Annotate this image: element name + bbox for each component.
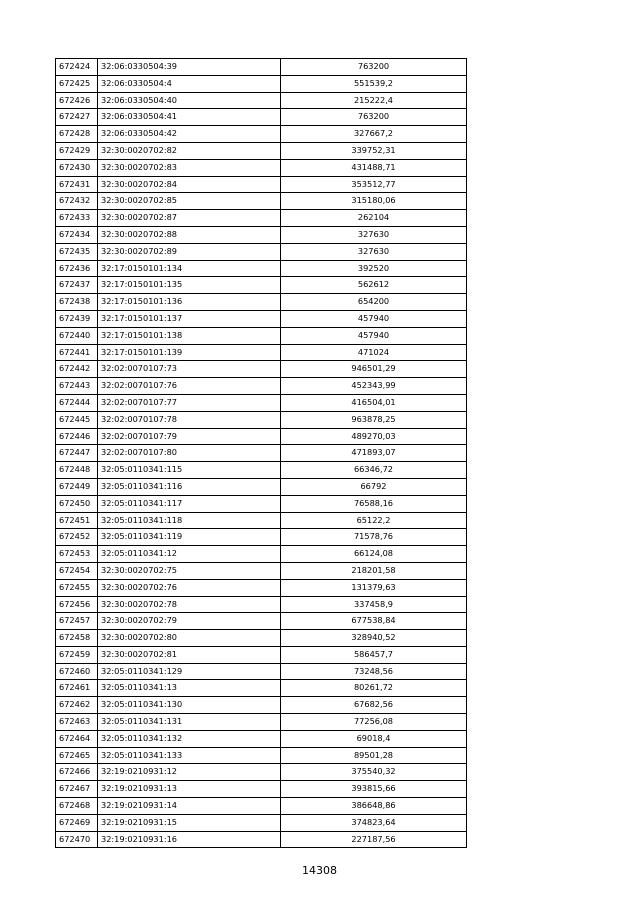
value-cell: 65122,2 bbox=[281, 512, 467, 529]
cadastral-number-cell: 32:30:0020702:81 bbox=[98, 646, 281, 663]
table-row bbox=[56, 562, 467, 579]
value-cell: 374823,64 bbox=[281, 814, 467, 831]
value-cell: 66124,08 bbox=[281, 546, 467, 563]
value-cell: 654200 bbox=[281, 294, 467, 311]
value-cell: 73248,56 bbox=[281, 663, 467, 680]
cadastral-number-cell: 32:17:0150101:139 bbox=[98, 344, 281, 361]
cadastral-number-cell: 32:02:0070107:78 bbox=[98, 411, 281, 428]
table-row bbox=[56, 747, 467, 764]
row-number-cell: 672439 bbox=[56, 310, 98, 327]
page-number: 14308 bbox=[302, 864, 337, 877]
value-cell: 215222,4 bbox=[281, 92, 467, 109]
table-row bbox=[56, 680, 467, 697]
table-row bbox=[56, 714, 467, 731]
table-row bbox=[56, 630, 467, 647]
table-row bbox=[56, 529, 467, 546]
cadastral-number-cell: 32:30:0020702:83 bbox=[98, 159, 281, 176]
cadastral-number-cell: 32:30:0020702:75 bbox=[98, 562, 281, 579]
cadastral-number-cell: 32:05:0110341:133 bbox=[98, 747, 281, 764]
value-cell: 763200 bbox=[281, 109, 467, 126]
table-row bbox=[56, 75, 467, 92]
value-cell: 327630 bbox=[281, 226, 467, 243]
row-number-cell: 672469 bbox=[56, 814, 98, 831]
value-cell: 386648,86 bbox=[281, 798, 467, 815]
table-row bbox=[56, 260, 467, 277]
cadastral-number-cell: 32:30:0020702:89 bbox=[98, 243, 281, 260]
row-number-cell: 672445 bbox=[56, 411, 98, 428]
table-row bbox=[56, 781, 467, 798]
table-row bbox=[56, 310, 467, 327]
table-row bbox=[56, 226, 467, 243]
cadastral-number-cell: 32:17:0150101:134 bbox=[98, 260, 281, 277]
row-number-cell: 672435 bbox=[56, 243, 98, 260]
table-row bbox=[56, 646, 467, 663]
value-cell: 946501,29 bbox=[281, 361, 467, 378]
cadastral-number-cell: 32:02:0070107:80 bbox=[98, 445, 281, 462]
table-row bbox=[56, 327, 467, 344]
row-number-cell: 672443 bbox=[56, 378, 98, 395]
value-cell: 66792 bbox=[281, 478, 467, 495]
table-row bbox=[56, 378, 467, 395]
cadastral-number-cell: 32:30:0020702:76 bbox=[98, 579, 281, 596]
table-row bbox=[56, 478, 467, 495]
row-number-cell: 672425 bbox=[56, 75, 98, 92]
value-cell: 76588,16 bbox=[281, 495, 467, 512]
cadastral-number-cell: 32:05:0110341:129 bbox=[98, 663, 281, 680]
table-row bbox=[56, 613, 467, 630]
cadastral-number-cell: 32:05:0110341:115 bbox=[98, 462, 281, 479]
row-number-cell: 672448 bbox=[56, 462, 98, 479]
row-number-cell: 672446 bbox=[56, 428, 98, 445]
row-number-cell: 672454 bbox=[56, 562, 98, 579]
row-number-cell: 672424 bbox=[56, 59, 98, 76]
row-number-cell: 672450 bbox=[56, 495, 98, 512]
cadastral-number-cell: 32:06:0330504:40 bbox=[98, 92, 281, 109]
row-number-cell: 672444 bbox=[56, 394, 98, 411]
table-row bbox=[56, 294, 467, 311]
cadastral-number-cell: 32:02:0070107:73 bbox=[98, 361, 281, 378]
table-row bbox=[56, 176, 467, 193]
table-row bbox=[56, 730, 467, 747]
cadastral-number-cell: 32:05:0110341:116 bbox=[98, 478, 281, 495]
value-cell: 963878,25 bbox=[281, 411, 467, 428]
cadastral-number-cell: 32:06:0330504:42 bbox=[98, 126, 281, 143]
cadastral-number-cell: 32:05:0110341:118 bbox=[98, 512, 281, 529]
row-number-cell: 672458 bbox=[56, 630, 98, 647]
row-number-cell: 672434 bbox=[56, 226, 98, 243]
row-number-cell: 672465 bbox=[56, 747, 98, 764]
cadastral-number-cell: 32:05:0110341:132 bbox=[98, 730, 281, 747]
value-cell: 551539,2 bbox=[281, 75, 467, 92]
row-number-cell: 672468 bbox=[56, 798, 98, 815]
value-cell: 227187,56 bbox=[281, 831, 467, 848]
value-cell: 416504,01 bbox=[281, 394, 467, 411]
cadastral-number-cell: 32:30:0020702:88 bbox=[98, 226, 281, 243]
row-number-cell: 672438 bbox=[56, 294, 98, 311]
value-cell: 431488,71 bbox=[281, 159, 467, 176]
table-row bbox=[56, 92, 467, 109]
value-cell: 337458,9 bbox=[281, 596, 467, 613]
value-cell: 353512,77 bbox=[281, 176, 467, 193]
value-cell: 67682,56 bbox=[281, 697, 467, 714]
value-cell: 452343,99 bbox=[281, 378, 467, 395]
row-number-cell: 672436 bbox=[56, 260, 98, 277]
row-number-cell: 672428 bbox=[56, 126, 98, 143]
row-number-cell: 672455 bbox=[56, 579, 98, 596]
value-cell: 89501,28 bbox=[281, 747, 467, 764]
cadastral-number-cell: 32:17:0150101:137 bbox=[98, 310, 281, 327]
value-cell: 66346,72 bbox=[281, 462, 467, 479]
row-number-cell: 672463 bbox=[56, 714, 98, 731]
value-cell: 80261,72 bbox=[281, 680, 467, 697]
table-row bbox=[56, 445, 467, 462]
row-number-cell: 672466 bbox=[56, 764, 98, 781]
cadastral-number-cell: 32:06:0330504:39 bbox=[98, 59, 281, 76]
table-row bbox=[56, 109, 467, 126]
table-row bbox=[56, 697, 467, 714]
row-number-cell: 672453 bbox=[56, 546, 98, 563]
cadastral-number-cell: 32:19:0210931:13 bbox=[98, 781, 281, 798]
value-cell: 562612 bbox=[281, 277, 467, 294]
table-row bbox=[56, 764, 467, 781]
value-cell: 763200 bbox=[281, 59, 467, 76]
row-number-cell: 672461 bbox=[56, 680, 98, 697]
row-number-cell: 672451 bbox=[56, 512, 98, 529]
cadastral-number-cell: 32:30:0020702:82 bbox=[98, 142, 281, 159]
value-cell: 489270,03 bbox=[281, 428, 467, 445]
table-row bbox=[56, 394, 467, 411]
table-row bbox=[56, 277, 467, 294]
table-row bbox=[56, 59, 467, 76]
table-row bbox=[56, 495, 467, 512]
cadastral-number-cell: 32:30:0020702:80 bbox=[98, 630, 281, 647]
value-cell: 71578,76 bbox=[281, 529, 467, 546]
table-row bbox=[56, 798, 467, 815]
cadastral-number-cell: 32:05:0110341:131 bbox=[98, 714, 281, 731]
table-row bbox=[56, 159, 467, 176]
value-cell: 677538,84 bbox=[281, 613, 467, 630]
table-row bbox=[56, 462, 467, 479]
row-number-cell: 672431 bbox=[56, 176, 98, 193]
value-cell: 131379,63 bbox=[281, 579, 467, 596]
cadastral-number-cell: 32:02:0070107:76 bbox=[98, 378, 281, 395]
cadastral-number-cell: 32:05:0110341:13 bbox=[98, 680, 281, 697]
cadastral-number-cell: 32:19:0210931:16 bbox=[98, 831, 281, 848]
cadastral-number-cell: 32:17:0150101:138 bbox=[98, 327, 281, 344]
cadastral-number-cell: 32:17:0150101:136 bbox=[98, 294, 281, 311]
table-row bbox=[56, 546, 467, 563]
cadastral-number-cell: 32:06:0330504:4 bbox=[98, 75, 281, 92]
row-number-cell: 672437 bbox=[56, 277, 98, 294]
table-row bbox=[56, 814, 467, 831]
cadastral-number-cell: 32:02:0070107:79 bbox=[98, 428, 281, 445]
cadastral-number-cell: 32:19:0210931:14 bbox=[98, 798, 281, 815]
table-row bbox=[56, 126, 467, 143]
cadastral-number-cell: 32:30:0020702:84 bbox=[98, 176, 281, 193]
cadastral-number-cell: 32:17:0150101:135 bbox=[98, 277, 281, 294]
table-row bbox=[56, 428, 467, 445]
table-row bbox=[56, 142, 467, 159]
table-row bbox=[56, 243, 467, 260]
row-number-cell: 672452 bbox=[56, 529, 98, 546]
table-row bbox=[56, 579, 467, 596]
value-cell: 327667,2 bbox=[281, 126, 467, 143]
row-number-cell: 672449 bbox=[56, 478, 98, 495]
row-number-cell: 672456 bbox=[56, 596, 98, 613]
value-cell: 375540,32 bbox=[281, 764, 467, 781]
cadastral-number-cell: 32:30:0020702:78 bbox=[98, 596, 281, 613]
table-body bbox=[56, 59, 467, 848]
row-number-cell: 672441 bbox=[56, 344, 98, 361]
value-cell: 262104 bbox=[281, 210, 467, 227]
value-cell: 69018,4 bbox=[281, 730, 467, 747]
row-number-cell: 672467 bbox=[56, 781, 98, 798]
table-row bbox=[56, 344, 467, 361]
value-cell: 457940 bbox=[281, 310, 467, 327]
value-cell: 586457,7 bbox=[281, 646, 467, 663]
table-row bbox=[56, 663, 467, 680]
cadastral-number-cell: 32:05:0110341:12 bbox=[98, 546, 281, 563]
value-cell: 457940 bbox=[281, 327, 467, 344]
cadastral-number-cell: 32:19:0210931:12 bbox=[98, 764, 281, 781]
row-number-cell: 672427 bbox=[56, 109, 98, 126]
table-row bbox=[56, 411, 467, 428]
cadastral-number-cell: 32:05:0110341:117 bbox=[98, 495, 281, 512]
table-row bbox=[56, 831, 467, 848]
table-row bbox=[56, 596, 467, 613]
row-number-cell: 672433 bbox=[56, 210, 98, 227]
row-number-cell: 672464 bbox=[56, 730, 98, 747]
cadastral-number-cell: 32:02:0070107:77 bbox=[98, 394, 281, 411]
cadastral-number-cell: 32:05:0110341:130 bbox=[98, 697, 281, 714]
row-number-cell: 672430 bbox=[56, 159, 98, 176]
cadastral-number-cell: 32:19:0210931:15 bbox=[98, 814, 281, 831]
value-cell: 77256,08 bbox=[281, 714, 467, 731]
value-cell: 339752,31 bbox=[281, 142, 467, 159]
cadastral-number-cell: 32:05:0110341:119 bbox=[98, 529, 281, 546]
cadastral-number-cell: 32:30:0020702:87 bbox=[98, 210, 281, 227]
value-cell: 471024 bbox=[281, 344, 467, 361]
table-row bbox=[56, 512, 467, 529]
table-row bbox=[56, 361, 467, 378]
row-number-cell: 672442 bbox=[56, 361, 98, 378]
cadastral-value-table bbox=[55, 58, 467, 848]
row-number-cell: 672457 bbox=[56, 613, 98, 630]
row-number-cell: 672462 bbox=[56, 697, 98, 714]
row-number-cell: 672460 bbox=[56, 663, 98, 680]
row-number-cell: 672426 bbox=[56, 92, 98, 109]
row-number-cell: 672429 bbox=[56, 142, 98, 159]
row-number-cell: 672459 bbox=[56, 646, 98, 663]
table-row bbox=[56, 210, 467, 227]
row-number-cell: 672440 bbox=[56, 327, 98, 344]
cadastral-number-cell: 32:30:0020702:79 bbox=[98, 613, 281, 630]
row-number-cell: 672470 bbox=[56, 831, 98, 848]
row-number-cell: 672432 bbox=[56, 193, 98, 210]
value-cell: 218201,58 bbox=[281, 562, 467, 579]
value-cell: 392520 bbox=[281, 260, 467, 277]
value-cell: 315180,06 bbox=[281, 193, 467, 210]
row-number-cell: 672447 bbox=[56, 445, 98, 462]
cadastral-number-cell: 32:30:0020702:85 bbox=[98, 193, 281, 210]
cadastral-number-cell: 32:06:0330504:41 bbox=[98, 109, 281, 126]
value-cell: 327630 bbox=[281, 243, 467, 260]
table-row bbox=[56, 193, 467, 210]
value-cell: 328940,52 bbox=[281, 630, 467, 647]
value-cell: 393815,66 bbox=[281, 781, 467, 798]
value-cell: 471893,07 bbox=[281, 445, 467, 462]
